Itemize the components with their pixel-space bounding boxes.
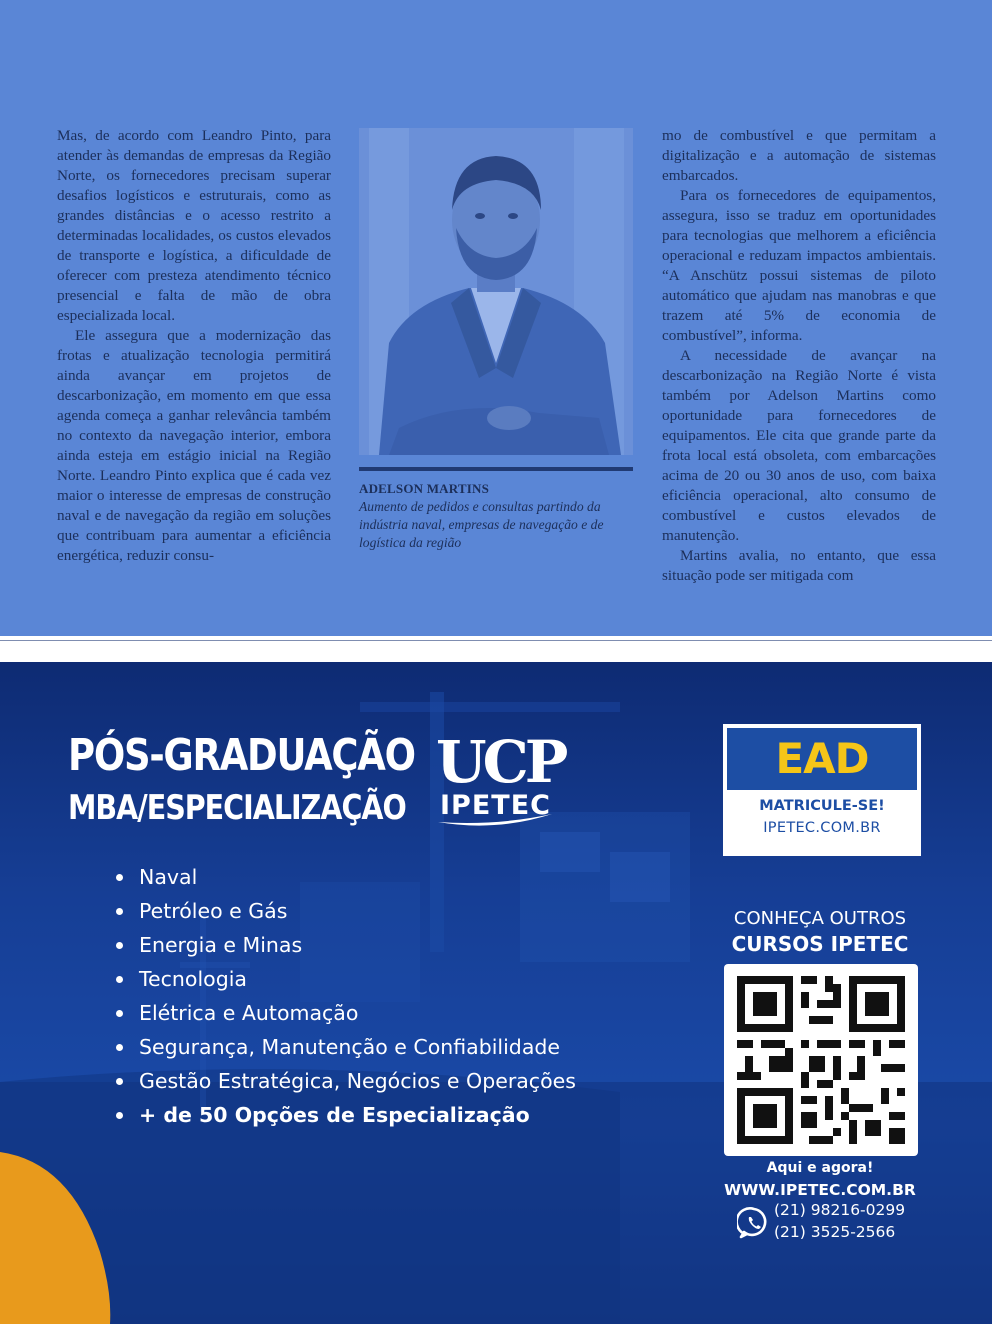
list-item: Gestão Estratégica, Negócios e Operações <box>116 1064 576 1098</box>
article-column-left <box>57 126 331 566</box>
article-paragraph: Para os fornecedores de equipamentos, assegura, isso se traduz em oportunidades para tecnologias que melhorem a eficiência operacional e reduzam impactos ambientais. “A Anschütz possui sistemas de piloto automático que ajudam nas manobras e que trazem até 5% de economia de combustível”, informa. <box>662 187 936 344</box>
advertisement <box>0 662 992 1324</box>
phone-number-2[interactable]: (21) 3525-2566 <box>774 1223 896 1241</box>
list-item: Naval <box>116 860 576 894</box>
caption-name: ADELSON MARTINS <box>359 481 490 496</box>
caption-rule <box>359 467 633 471</box>
phone-number-1[interactable]: (21) 98216-0299 <box>774 1201 906 1219</box>
headline-pos-graduacao: PÓS-GRADUAÇÃO <box>68 730 415 781</box>
list-item-highlight: + de 50 Opções de Especialização <box>116 1098 576 1132</box>
qr-code-card[interactable] <box>724 964 918 1156</box>
divider-line <box>0 640 992 641</box>
qr-code-icon <box>736 976 906 1144</box>
article-paragraph: A necessidade de avançar na descarbonização na Região Norte é vista também por Adelson Martins como oportunidade para fornecedores de equipamentos. Ele cita que grande parte da frota local está obsoleta, com embarcações acima de 20 ou 30 anos de uso, com baixa eficiência operacional, alto consumo de combustível e custos elevados de manutenção. <box>662 347 936 544</box>
portrait-photo <box>359 128 633 455</box>
article-paragraph: Ele assegura que a modernização das frotas e atualização tecnologia permitirá ainda avançar em projetos de descarbonização, em momento em que essa agenda começa a ganhar relevância também no contexto da navegação interior, embora ainda esteja em estágio inicial na Região Norte. Leandro Pinto explica que é cada vez maior o interesse de empresas de construção naval e de navegação da região em soluções que contribuam para aumentar a eficiência energética, reduzir consu- <box>57 327 331 564</box>
article-column-right <box>662 126 936 586</box>
logo-swoosh-icon <box>436 810 556 830</box>
article-paragraph: Mas, de acordo com Leandro Pinto, para atender às demandas de empresas da Região Norte, os fornecedores precisam superar desafios logísticos e estruturais, como as grandes distâncias e o acesso restrito a determinadas localidades, os custos elevados de transporte e logística, a dificuldade de oferecer com presteza atendimento técnico presencial e falta de mão de obra especializada local. <box>57 127 331 324</box>
caption-text: Aumento de pedidos e consultas partindo da indústria naval, empresas de navegação e de logística da região <box>359 499 604 550</box>
enroll-cta[interactable]: MATRICULE-SE! <box>759 798 885 814</box>
article-paragraph: mo de combustível e que permitam a digitalização e a automação de sistemas embarcados. <box>662 127 936 184</box>
aqui-e-agora: Aqui e agora! <box>766 1160 874 1176</box>
orange-accent-shape <box>0 1132 120 1324</box>
ipetec-logo: IPETEC <box>440 790 551 821</box>
ucp-logo: UCP <box>436 728 565 796</box>
ead-site-link[interactable]: IPETEC.COM.BR <box>763 820 881 836</box>
website-link[interactable]: WWW.IPETEC.COM.BR <box>724 1181 916 1199</box>
list-item: Energia e Minas <box>116 928 576 962</box>
article-section <box>0 0 992 636</box>
know-more-line1: CONHEÇA OUTROS <box>733 908 907 929</box>
ead-card[interactable] <box>723 724 921 856</box>
list-item: Petróleo e Gás <box>116 894 576 928</box>
whatsapp-icon[interactable] <box>737 1206 771 1240</box>
article-paragraph: Martins avalia, no entanto, que essa situação pode ser mitigada com <box>662 547 936 584</box>
course-list <box>116 860 576 1132</box>
know-more-line2: CURSOS IPETEC <box>731 932 909 956</box>
ead-badge: EAD <box>727 728 917 790</box>
list-item: Elétrica e Automação <box>116 996 576 1030</box>
headline-mba: MBA/ESPECIALIZAÇÃO <box>68 788 406 828</box>
list-item: Segurança, Manutenção e Confiabilidade <box>116 1030 576 1064</box>
list-item: Tecnologia <box>116 962 576 996</box>
